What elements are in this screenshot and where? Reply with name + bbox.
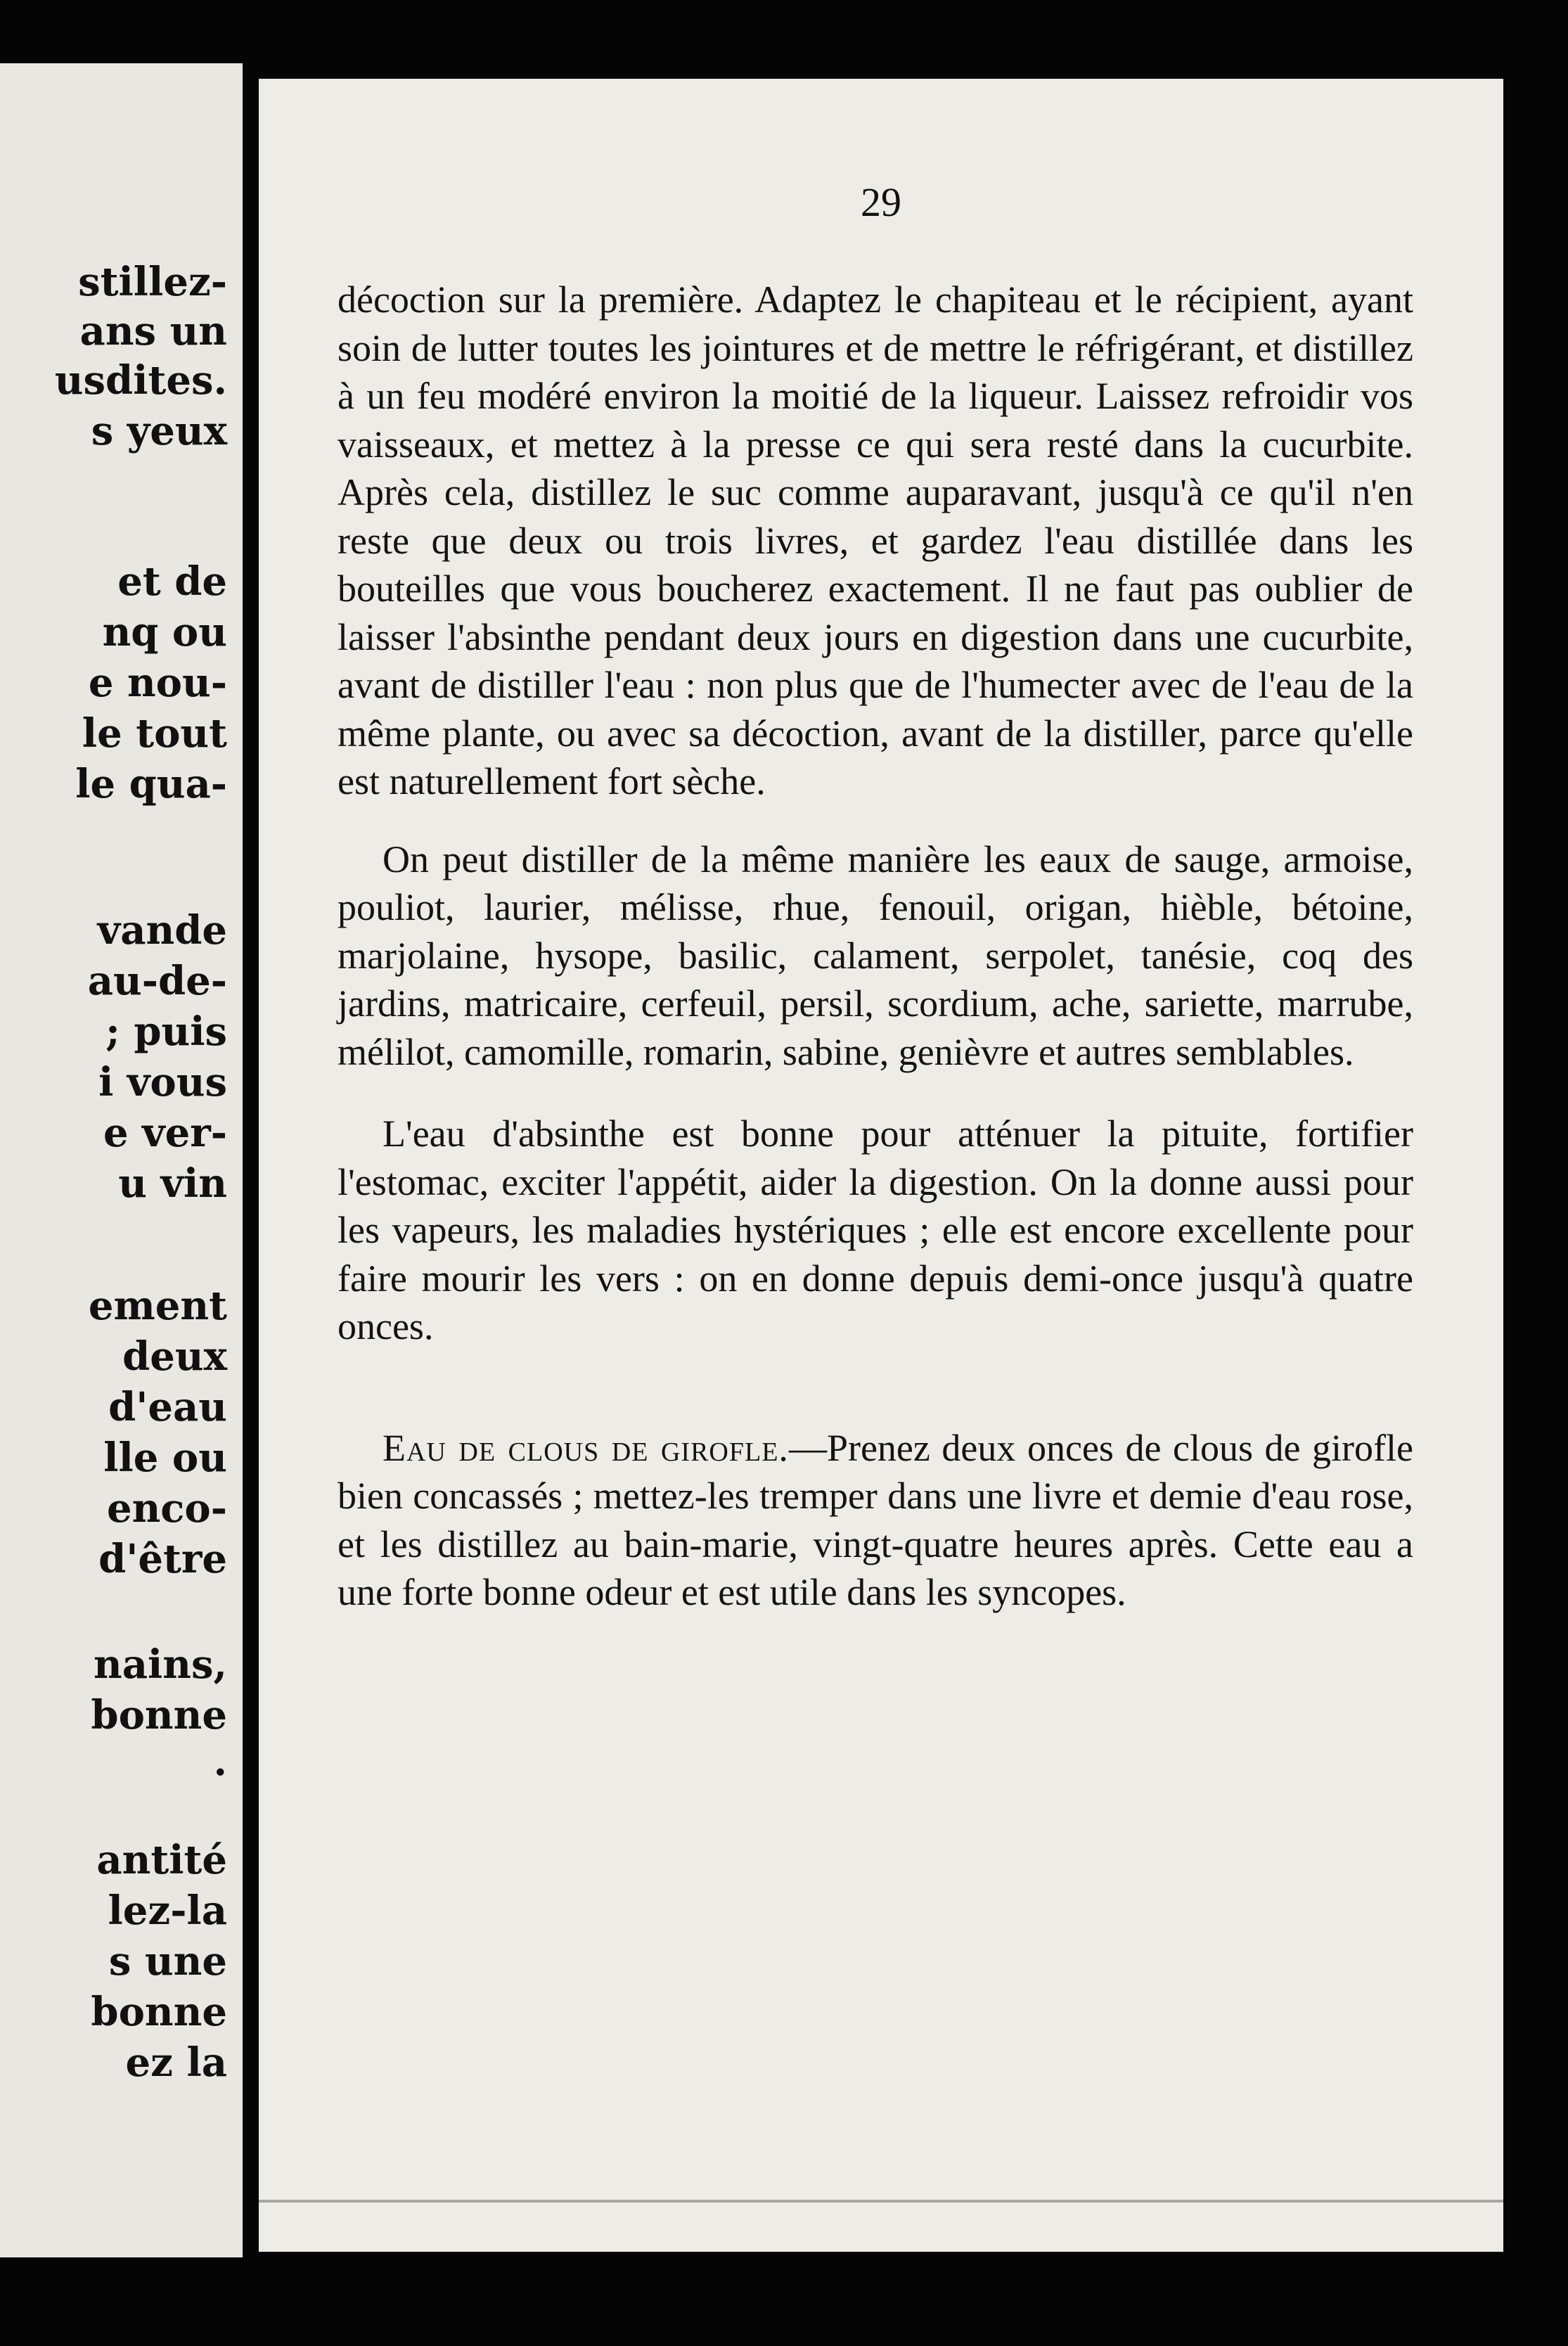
left-page-line: s une <box>108 1938 227 1985</box>
paragraph-absinthe-uses: L'eau d'absinthe est bonne pour atténuer la pituite, fortifier l'estomac, exciter l'appétit, aider la digestion. On la donne aussi pour les vapeurs, les maladies hystériques ; elle est encore excellente pour faire mourir les vers : on en donne depuis demi-once jusqu'à quatre onces. <box>338 1113 1413 1347</box>
left-page-line: lle ou <box>103 1435 227 1481</box>
left-page-line: au-de- <box>87 958 227 1004</box>
page-body <box>338 276 1413 1617</box>
page-number: 29 <box>861 179 901 225</box>
left-page-line: deux <box>122 1333 227 1380</box>
current-page <box>259 79 1503 2252</box>
left-page-line: ; puis <box>105 1008 227 1055</box>
left-page-line: d'eau <box>108 1384 227 1430</box>
paragraph-distillation-continued: décoction sur la première. Adaptez le chapiteau et le récipient, ayant soin de lutter toutes les jointures et de mettre le réfrigérant, et distillez à un feu modéré environ la moitié de la liqueur. Laissez refroidir vos vaisseaux, et mettez à la presse ce qui sera resté dans la cucurbite. Après cela, distillez le suc comme auparavant, jusqu'à ce qu'il n'en reste que deux ou trois livres, et gardez l'eau distillée dans les bouteilles que vous boucherez exactement. Il ne faut pas oublier de laisser l'absinthe pendant deux jours en digestion dans une cucurbite, avant de distiller l'eau : non plus que de l'humecter avec de l'eau de la même plante, ou avec sa décoction, avant de la distiller, parce qu'elle est naturellement fort sèche. <box>338 278 1413 802</box>
section-heading-clove-water: Eau de clous de girofle. <box>383 1426 789 1469</box>
left-page-line: e ver- <box>103 1110 227 1156</box>
previous-page-strip <box>0 63 243 2257</box>
left-page-line: nains, <box>93 1641 227 1688</box>
left-page-line: ement <box>88 1283 227 1329</box>
left-page-line: e nou- <box>88 660 227 706</box>
left-page-line: nq ou <box>102 609 227 655</box>
left-page-line: vande <box>97 907 227 954</box>
left-page-line: enco- <box>106 1485 227 1532</box>
left-page-line: s yeux <box>91 408 227 454</box>
left-page-line: et de <box>117 558 227 605</box>
left-page-line: bonne <box>91 1692 227 1738</box>
left-page-line: u vin <box>118 1160 227 1207</box>
page-bottom-edge <box>259 2200 1503 2203</box>
left-page-line: stillez- <box>78 259 227 305</box>
left-page-line: ez la <box>125 2039 227 2086</box>
paragraph-clove-water <box>338 1424 1413 1617</box>
left-page-line: i vous <box>98 1059 227 1105</box>
left-page-line: d'être <box>98 1536 227 1582</box>
left-page-line: ans un <box>79 308 227 354</box>
left-page-line: le qua- <box>75 761 227 807</box>
left-page-line: . <box>213 1738 227 1785</box>
left-page-line: bonne <box>91 1989 227 2035</box>
left-page-line: le tout <box>82 710 227 757</box>
clove-water-text: —Prenez deux onces de clous de girofle bien concassés ; mettez-les tremper dans une livre et demie d'eau rose, et les distillez au bain-marie, vingt-quatre heures après. Cette eau a une forte bonne odeur et est utile dans les syncopes. <box>338 1426 1413 1613</box>
left-page-line: lez-la <box>108 1887 227 1934</box>
left-page-line: usdites. <box>54 357 227 404</box>
paragraph-other-waters: On peut distiller de la même manière les eaux de sauge, armoise, pouliot, laurier, mélisse, rhue, fenouil, origan, hièble, bétoine, marjolaine, hysope, basilic, calament, serpolet, tanésie, coq des jardins, matricaire, cerfeuil, persil, scordium, ache, sariette, marrube, mélilot, camomille, romarin, sabine, genièvre et autres semblables. <box>338 838 1413 1073</box>
left-page-line: antité <box>96 1837 227 1883</box>
